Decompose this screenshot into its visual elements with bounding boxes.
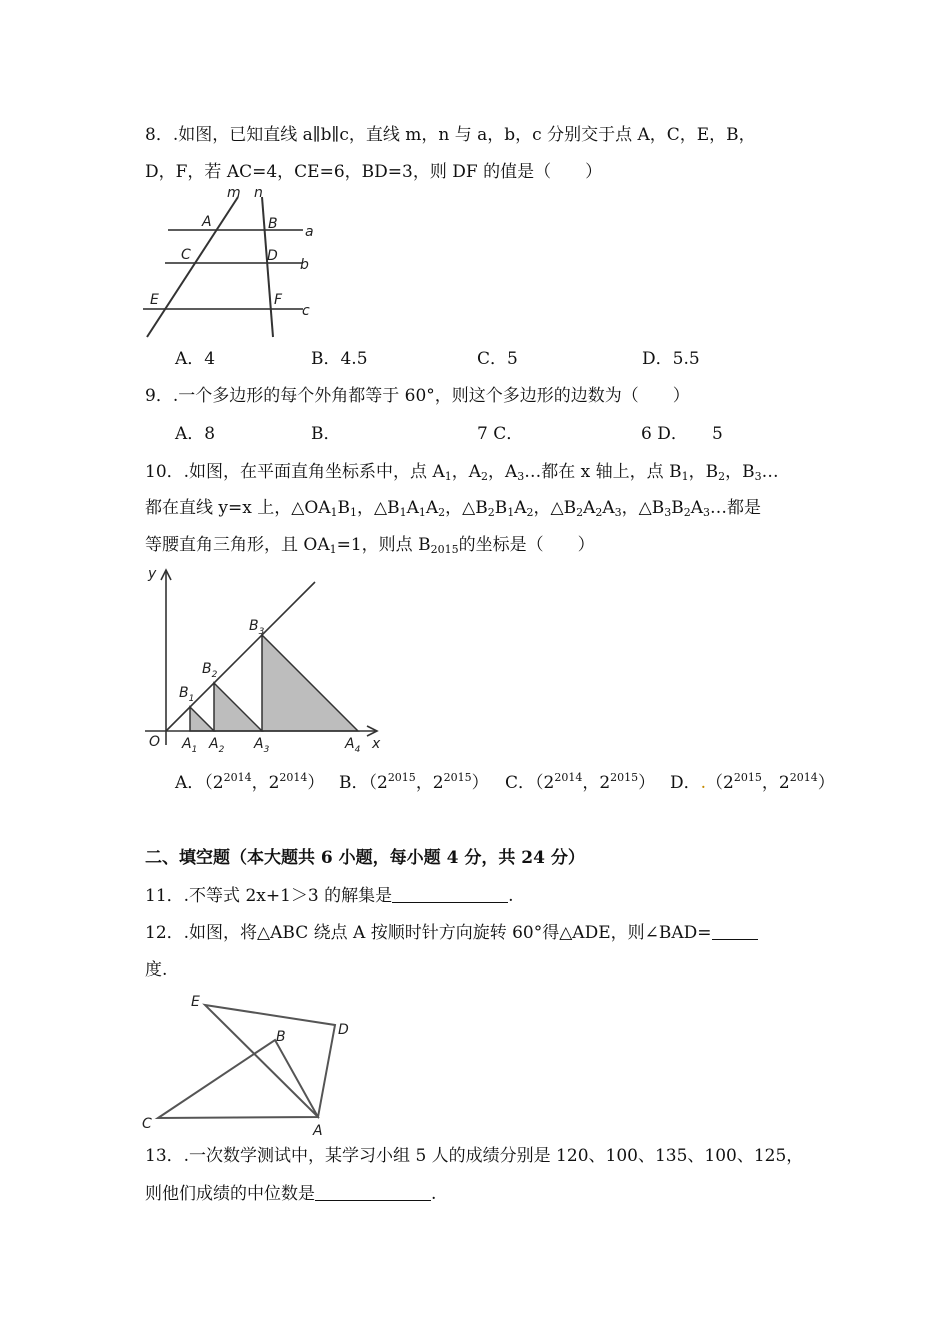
q10-label-B1: $B_1$ <box>179 685 195 704</box>
q9-option-c[interactable]: 7 C． <box>477 424 524 444</box>
q12-label-D: D <box>338 1022 349 1038</box>
q12-label-E: E <box>191 994 200 1010</box>
q10-label-x: x <box>372 736 381 752</box>
q8-line2: D，F，若 AC=4，CE=6，BD=3，则 DF 的值是（ ） <box>145 162 603 182</box>
q8-label-a: a <box>305 224 314 240</box>
q13-answer-blank[interactable] <box>315 1183 431 1201</box>
q8-label-F: F <box>274 292 283 308</box>
q13-line2: 则他们成绩的中位数是 . <box>145 1184 437 1204</box>
q12-label-B: B <box>276 1029 286 1045</box>
q8-option-c[interactable]: C．5 <box>477 349 518 369</box>
q12-label-C: C <box>142 1116 152 1132</box>
q10-label-y: y <box>148 566 157 582</box>
q8-label-b: b <box>300 257 309 273</box>
q12-answer-blank[interactable] <box>712 922 758 940</box>
q8-option-b[interactable]: B．4.5 <box>311 349 368 369</box>
q8-label-C: C <box>181 247 191 263</box>
q9-option-b[interactable]: B． <box>311 424 341 444</box>
q9-option-d-value: 5 <box>712 424 723 444</box>
q13-line1: 13．.一次数学测试中，某学习小组 5 人的成绩分别是 120、100、135、100、125， <box>145 1146 804 1166</box>
q10-line2: 都在直线 y=x 上，$\triangle OA_1B_1$，$\triangle B_1A_1A_2$，$\triangle B_2B_1A_2$，$\triangle B_2A_2A_3$，$\triangle B_3B_2A_3\dots$都是 <box>145 498 762 519</box>
q8-label-c: c <box>302 303 310 319</box>
q10-option-d[interactable]: D．$.(2^{2015}$，$2^{2014}$） <box>670 771 835 793</box>
q9-line1: 9．.一个多边形的每个外角都等于 60°，则这个多边形的边数为（ ） <box>145 386 690 406</box>
q8-label-m: m <box>227 185 241 201</box>
q12-label-A: A <box>313 1123 323 1139</box>
q10-line1: 10．.如图，在平面直角坐标系中，点 $A_1$，$A_2$，$A_3\dots$都在 x 轴上，点 $B_1$，$B_2$，$B_3\dots$ <box>145 462 779 483</box>
q9-option-a[interactable]: A．8 <box>175 424 216 444</box>
q8-label-D: D <box>267 248 278 264</box>
q11-answer-blank[interactable] <box>392 885 508 903</box>
q10-label-B2: $B_2$ <box>202 661 218 680</box>
q10-label-A4: $A_4$ <box>345 736 361 755</box>
q8-label-B: B <box>268 216 278 232</box>
q10-option-c[interactable]: C．（$2^{2014}$，$2^{2015}$） <box>505 771 656 793</box>
q10-label-B3: $B_3$ <box>249 618 265 637</box>
q8-label-A: A <box>202 214 212 230</box>
q8-option-a[interactable]: A．4 <box>175 349 216 369</box>
q12-line1: 12．.如图，将△ABC 绕点 A 按顺时针方向旋转 60°得△ADE，则∠BAD= <box>145 922 758 943</box>
q12-line2: 度. <box>145 960 168 980</box>
q10-option-b[interactable]: B．（$2^{2015}$，$2^{2015}$） <box>339 771 489 793</box>
q9-option-d[interactable]: 6 D． <box>641 424 688 444</box>
q8-label-n: n <box>254 185 263 201</box>
q11-line: 11．.不等式 2x+1＞3 的解集是 . <box>145 886 514 906</box>
q10-label-A2: $A_2$ <box>209 736 225 755</box>
q8-figure <box>140 185 320 345</box>
q10-label-A1: $A_1$ <box>182 736 198 755</box>
q10-option-a[interactable]: A．（$2^{2014}$，$2^{2014}$） <box>175 771 325 793</box>
q10-label-O: O <box>149 734 161 750</box>
q8-option-d[interactable]: D．5.5 <box>642 349 700 369</box>
section2-title: 二、填空题（本大题共 6 小题，每小题 4 分，共 24 分） <box>145 848 585 868</box>
q10-label-A3: $A_3$ <box>254 736 270 755</box>
q8-line1: 8．.如图，已知直线 a∥b∥c，直线 m，n 与 a，b，c 分别交于点 A，C，E，B， <box>145 125 756 145</box>
q10-figure <box>145 560 395 760</box>
q8-label-E: E <box>150 292 159 308</box>
q10-line3: 等腰直角三角形，且 $OA_1=1$，则点 $B_{2015}$的坐标是（ ） <box>145 535 595 556</box>
q12-figure <box>140 990 360 1140</box>
